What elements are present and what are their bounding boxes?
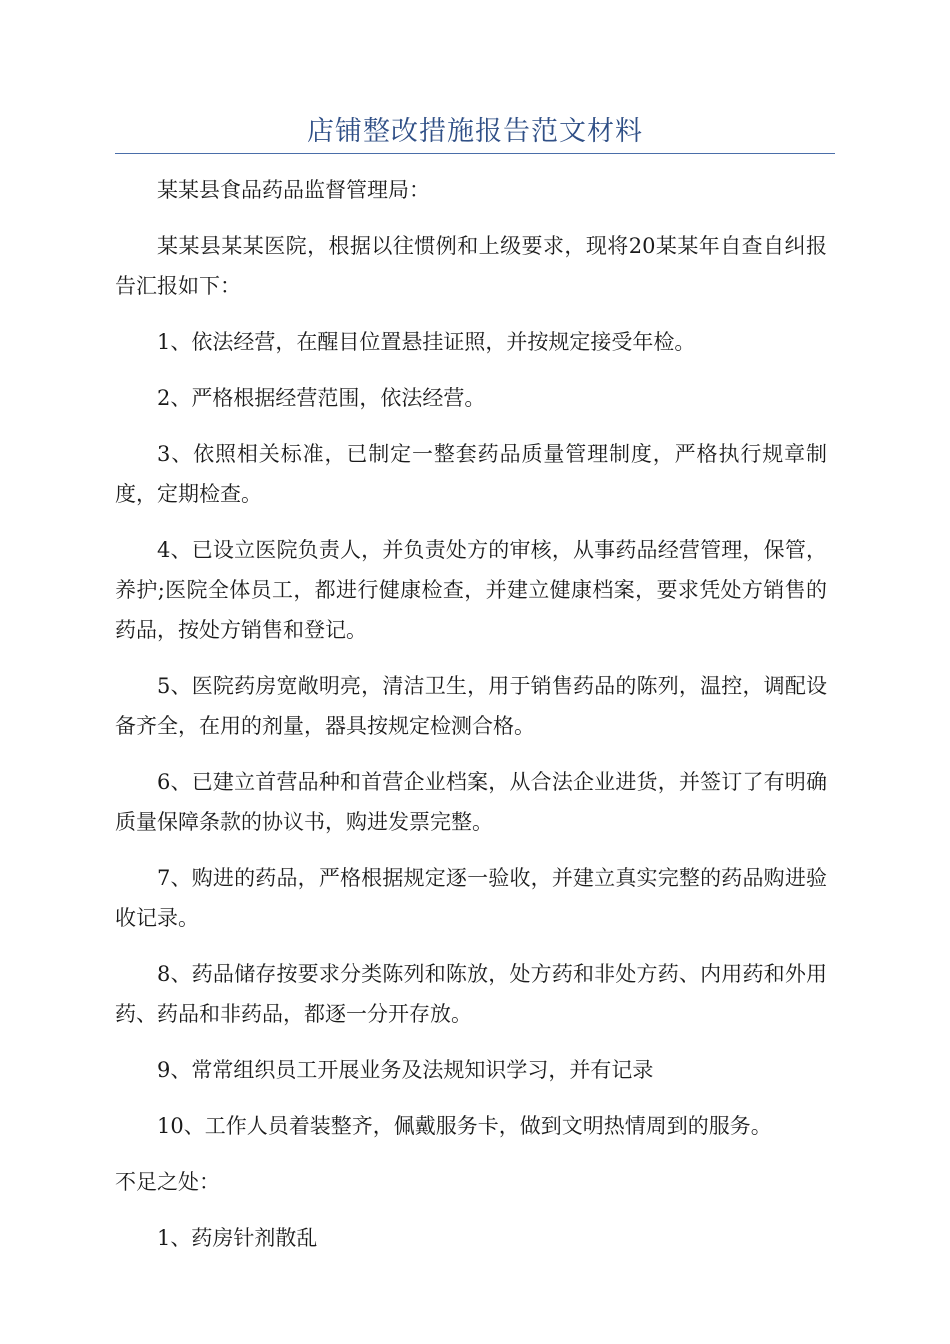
body-paragraph: 10、工作人员着装整齐，佩戴服务卡，做到文明热情周到的服务。	[157, 1114, 772, 1138]
document-body	[115, 170, 827, 1274]
title-underline	[115, 153, 835, 154]
body-paragraph: 某某县某某医院，根据以往惯例和上级要求，现将20某某年自查自纠报告汇报如下：	[115, 234, 827, 298]
body-paragraph: 不足之处：	[115, 1170, 220, 1194]
body-paragraph: 2、严格根据经营范围，依法经营。	[157, 386, 486, 410]
body-paragraph: 8、药品储存按要求分类陈列和陈放，处方药和非处方药、内用药和外用药、药品和非药品，都逐一分开存放。	[115, 962, 827, 1026]
document-title: 店铺整改措施报告范文材料	[307, 116, 643, 147]
body-paragraph: 3、依照相关标准，已制定一整套药品质量管理制度，严格执行规章制度，定期检查。	[115, 442, 827, 506]
body-paragraph: 9、常常组织员工开展业务及法规知识学习，并有记录	[157, 1058, 654, 1082]
body-paragraph: 6、已建立首营品种和首营企业档案，从合法企业进货，并签订了有明确质量保障条款的协议书，购进发票完整。	[115, 770, 827, 834]
body-paragraph: 1、药房针剂散乱	[157, 1226, 318, 1250]
body-paragraph: 7、购进的药品，严格根据规定逐一验收，并建立真实完整的药品购进验收记录。	[115, 866, 827, 930]
body-paragraph: 4、已设立医院负责人，并负责处方的审核，从事药品经营管理，保管，养护;医院全体员工，都进行健康检查，并建立健康档案，要求凭处方销售的药品，按处方销售和登记。	[115, 538, 827, 642]
body-paragraph: 5、医院药房宽敞明亮，清洁卫生，用于销售药品的陈列，温控，调配设备齐全，在用的剂量，器具按规定检测合格。	[115, 674, 827, 738]
body-paragraph: 1、依法经营，在醒目位置悬挂证照，并按规定接受年检。	[157, 330, 696, 354]
body-paragraph: 某某县食品药品监督管理局：	[157, 178, 430, 202]
